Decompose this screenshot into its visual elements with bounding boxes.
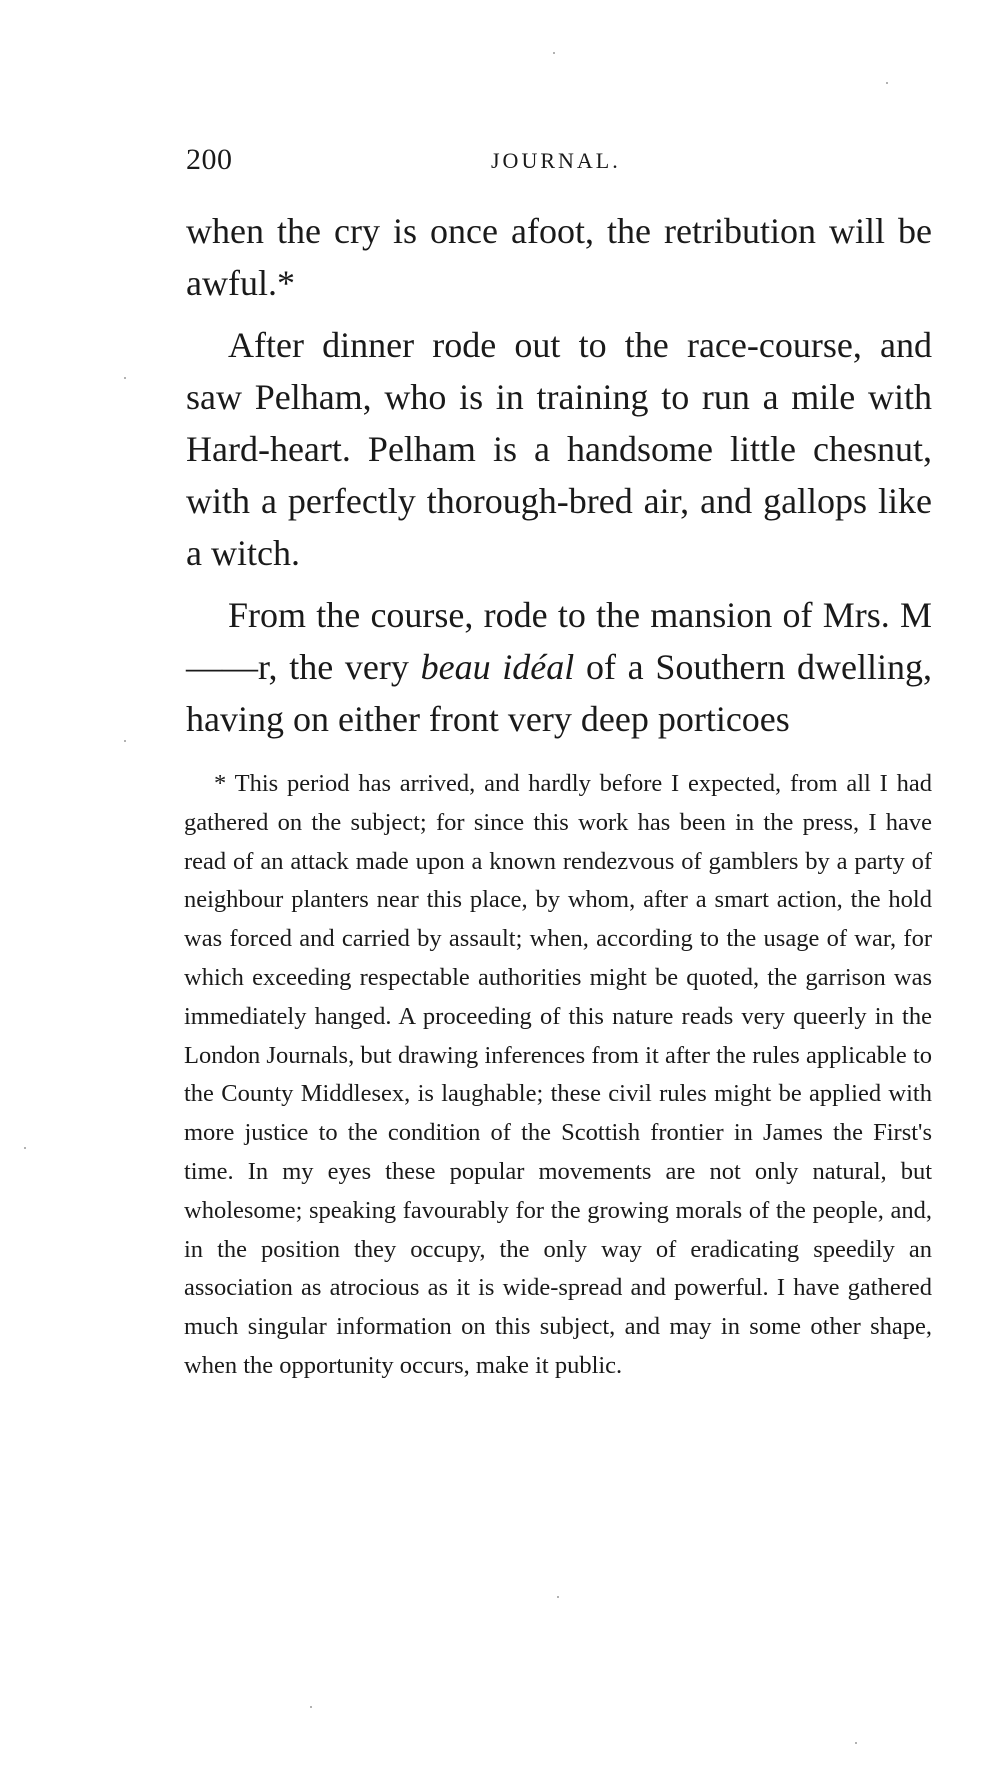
scan-speck bbox=[124, 377, 126, 379]
paragraph-race-course: After dinner rode out to the race-course, and saw Pelham, who is in training to run a mile with Hard-heart. Pelham is a handsome little chesnut, with a perfectly thorough-bred air, and gallops like a witch. bbox=[186, 325, 932, 573]
paragraph-mansion-text-after: of a Southern dwelling, having on either front very deep porticoes bbox=[186, 647, 932, 739]
footnote bbox=[184, 765, 932, 1386]
scan-speck bbox=[557, 1596, 559, 1598]
scan-speck bbox=[24, 1147, 26, 1149]
page-number: 200 bbox=[186, 143, 233, 176]
paragraph-continued: when the cry is once afoot, the retribution will be awful.* bbox=[186, 211, 932, 303]
running-head bbox=[186, 140, 932, 180]
scan-speck bbox=[553, 52, 555, 54]
paragraph-mansion-text-before: From the course, rode to the mansion of Mrs. M——r, the very bbox=[186, 595, 932, 687]
emphasis-beau-ideal: beau idéal bbox=[420, 647, 575, 687]
scan-speck bbox=[855, 1742, 857, 1744]
paragraph-mansion bbox=[186, 589, 932, 745]
main-text bbox=[186, 205, 932, 755]
scan-speck bbox=[310, 1706, 312, 1708]
running-title: JOURNAL. bbox=[491, 148, 621, 173]
scan-speck bbox=[886, 82, 888, 84]
footnote-text: * This period has arrived, and hardly before I expected, from all I had gathered on the subject; for since this work has been in the press, I have read of an attack made upon a known rendezvous of gamblers by a party of neighbour planters near this place, by whom, after a smart action, the hold was forced and carried by assault; when, according to the usage of war, for which exceeding respectable authorities might be quoted, the garrison was immediately hanged. A proceeding of this nature reads very queerly in the London Journals, but drawing inferences from it after the rules applicable to the County Middlesex, is laughable; these civil rules might be applied with more justice to the condition of the Scottish frontier in James the First's time. In my eyes these popular movements are not only natural, but wholesome; speaking favourably for the growing morals of the people, and, in the position they occupy, the only way of eradicating speedily an association as atrocious as it is wide-spread and powerful. I have gathered much singular information on this subject, and may in some other shape, when the opportunity occurs, make it public. bbox=[184, 770, 932, 1379]
scan-speck bbox=[124, 740, 126, 742]
